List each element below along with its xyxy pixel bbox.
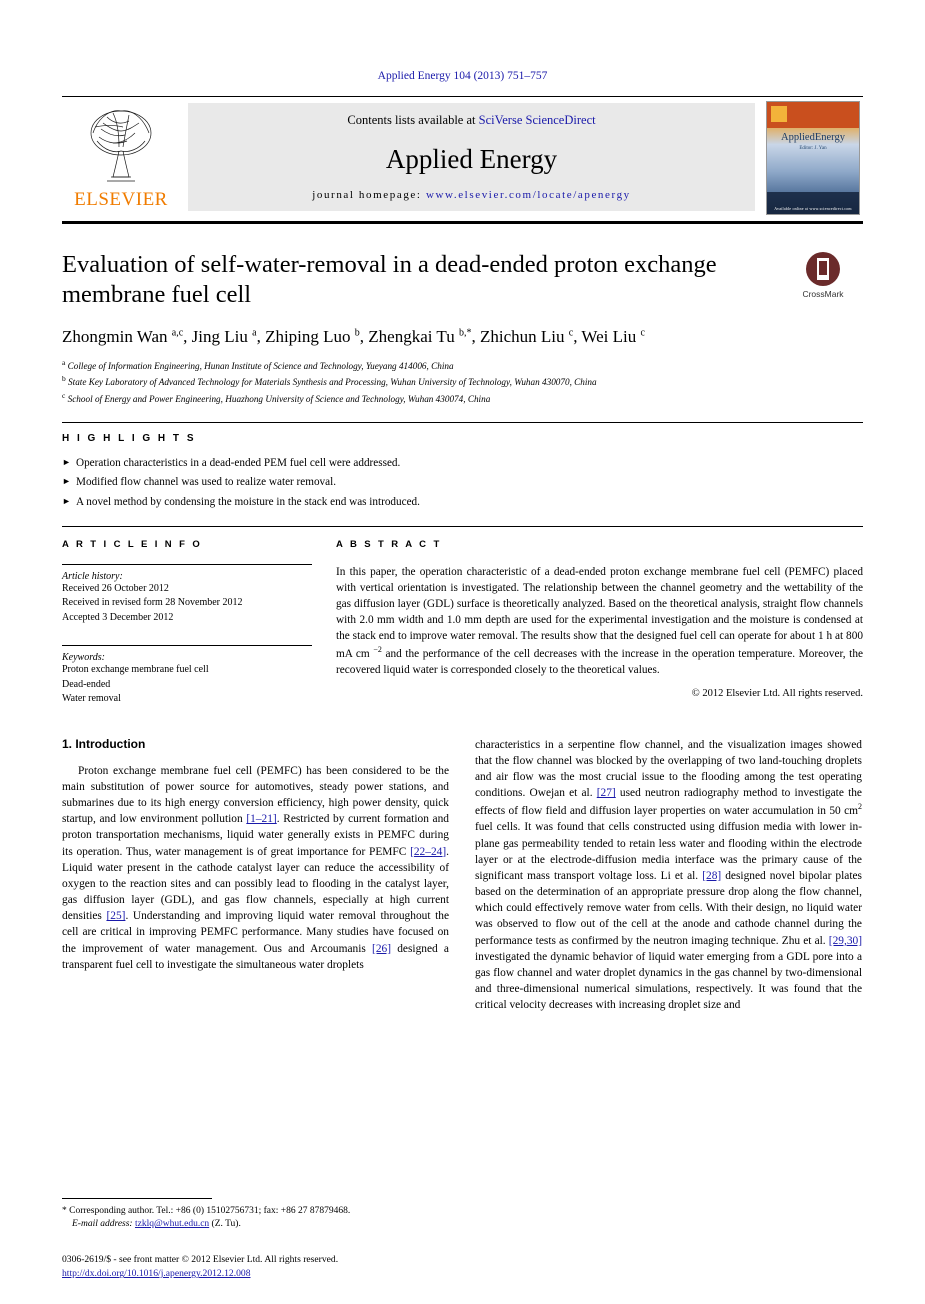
cover-title: AppliedEnergy [781, 132, 845, 143]
journal-cover-thumbnail [766, 101, 860, 215]
history-accepted: Accepted 3 December 2012 [62, 611, 174, 623]
email-link[interactable]: tzklq@whut.edu.cn [134, 1219, 210, 1230]
article-info-column [62, 539, 336, 707]
highlight-text: Modified flow channel was used to realize water removal. [76, 476, 337, 489]
paragraph-intro-left: Proton exchange membrane fuel cell (PEMFC) has been considered to be the main substitution of power source for automotives, steady power stations, and submarines due to its high energy conversion efficiency, high power density, quick startup, and low environment pollution [1–21]. Restricted by current formation and proton transportation mechanisms, liquid water generally exists in PEMFC during its operation. Thus, water management is of great importance for PEMFC [22–24]. Liquid water present in the cathode catalyst layer can reduce the accessibility of oxygen to the reaction sites and can possibly lead to flooding in the catalyst layer, gas diffusion layer (GDL), and gas flow channels, especially at high current densities [25]. Understanding and improving liquid water removal throughout the cell are critical in improving PEMFC performance. Many studies have focused on the improvement of water management. Ous and Arcoumanis [26] designed a transparent fuel cell to investigate the simultaneous water droplets [62, 764, 449, 971]
page-title: Evaluation of self-water-removal in a dead-ended proton exchange membrane fuel cell [62, 251, 717, 308]
history-revised: Received in revised form 28 November 2012 [62, 597, 243, 609]
email-label: E-mail address: [72, 1219, 133, 1230]
body-columns [62, 737, 863, 1014]
article-info-heading: A R T I C L E I N F O [62, 538, 203, 550]
email-suffix: (Z. Tu). [211, 1219, 241, 1230]
keywords-block [62, 645, 312, 707]
crossmark-badge[interactable] [783, 252, 863, 299]
footer-bar [62, 1253, 863, 1282]
divider [62, 564, 312, 565]
author-list: Zhongmin Wan $^{a,c}$, Jing Liu $^a$, Zhiping Luo $^b$, Zhengkai Tu $^{b,*}$, Zhichun Liu $^c$, Wei Liu $^c$ [62, 326, 645, 346]
bullet-arrow-icon: ► [62, 456, 71, 467]
contents-prefix: Contents lists available at [347, 113, 476, 127]
cover-subtitle: Editor: J. Yan [799, 146, 827, 151]
title-block [62, 250, 863, 406]
homepage-line [312, 189, 631, 201]
cover-top-bar [767, 102, 859, 128]
homepage-link[interactable]: www.elsevier.com/locate/apenergy [425, 189, 631, 201]
highlights-section [62, 433, 863, 510]
paragraph-intro-right: characteristics in a serpentine flow channel, and the visualization images showed that the flow channel was blocked by the overlapping of two land-touching droplets and air flow was the most crucial issue to the flooding among the test operating conditions. Owejan et al. [27] used neutron radiography method to investigate the effects of flow field and diffusion layer properties on water accumulation in 50 $cm^2$ fuel cells. It was found that cells constructed using diffusion media with lower in-plane gas permeability tended to retain less water and flooding within the electrode layer or at the electrode-diffusion media interface was the primary cause of the significant mass transport voltage loss. Li et al. [28] designed novel bipolar plates based on the determination of an appropriate pressure drop along the flow channel, which could effectively remove water from cells. With their design, no liquid water was observed to flow out of the cell at the anode and cathode channel during the performance tests as confirmed by the neutron imaging technique. Zhu et al. [29,30] investigated the dynamic behavior of liquid water emerging from a GDL pore into a gas flow channel and water droplet dynamics in the gas channel by two-dimensional and three-dimensional numerical simulations, respectively. It was found that the critical velocity decreases with increasing droplet size and [475, 738, 862, 1012]
abstract-text: In this paper, the operation characteristic of a dead-ended proton exchange membrane fuel cell (PEMFC) placed with vertical orientation is investigated. The relationship between the channel geometry and the wettability of the gas diffusion layer (GDL) surface is theoretically analyzed. Based on the theoretical analysis, straight flow channels with 2.0 mm width and 1.0 mm depth are used for the experimental investigation and the moisture is condensed at the stack end to improve water removal. The results show that the designed fuel cell can operate for about 1 h at 800 mA cm $^{-2}$ and the performance of the cell decreases with the increase in the operation temperature. Moreover, the recovered liquid water is corresponded closely to the theoretical values. [336, 565, 863, 676]
homepage-prefix: journal homepage: [312, 189, 422, 201]
keyword-item: Water removal [62, 693, 121, 705]
cover-footer-text: Available online at www.sciencedirect.com [774, 206, 852, 211]
section-title-introduction: 1. Introduction [62, 736, 146, 751]
footnote-rule [62, 1198, 212, 1199]
issn-copyright-line: 0306-2619/$ - see front matter © 2012 Elsevier Ltd. All rights reserved. [62, 1254, 339, 1265]
affiliation-a: $^a$ College of Information Engineering, Hunan Institute of Science and Technology, Yueyang 414006, China [62, 357, 454, 371]
elsevier-tree-icon [73, 103, 169, 185]
bullet-arrow-icon: ► [62, 496, 71, 507]
keywords-label: Keywords: [62, 652, 105, 664]
highlight-text: Operation characteristics in a dead-ended PEM fuel cell were addressed. [76, 456, 401, 469]
highlight-item [62, 456, 863, 471]
highlight-item [62, 495, 863, 510]
sciencedirect-link[interactable]: SciVerse ScienceDirect [478, 113, 596, 127]
highlights-rule [62, 422, 863, 423]
affiliations [62, 358, 863, 406]
masthead-center [188, 103, 755, 211]
info-abstract-section [62, 526, 863, 707]
crossmark-label: CrossMark [802, 289, 844, 299]
divider [62, 645, 312, 646]
journal-title: Applied Energy [385, 144, 558, 174]
history-received: Received 26 October 2012 [62, 582, 169, 594]
bullet-arrow-icon: ► [62, 476, 71, 487]
affiliation-b: $^b$ State Key Laboratory of Advanced Technology for Materials Synthesis and Processing, Wuhan University of Technology, Wuhan 430070, China [62, 374, 597, 388]
highlight-text: A novel method by condensing the moisture in the stack end was introduced. [76, 496, 420, 509]
elsevier-logo [62, 97, 180, 215]
abstract-column [336, 539, 863, 707]
footnote-block [62, 1198, 449, 1232]
affiliation-c: $^c$ School of Energy and Power Engineering, Huazhong University of Science and Technology, Wuhan 430074, China [62, 390, 491, 404]
contents-line [347, 113, 595, 128]
keyword-item: Dead-ended [62, 678, 111, 690]
corresponding-author-note: * Corresponding author. Tel.: +86 (0) 15102756731; fax: +86 27 87879468. [62, 1206, 351, 1216]
body-column-left [62, 737, 449, 1014]
masthead-rule [62, 221, 863, 224]
journal-masthead [62, 96, 863, 215]
highlight-item [62, 475, 863, 490]
history-label: Article history: [62, 570, 123, 582]
abstract-heading: A B S T R A C T [336, 538, 442, 550]
doi-link[interactable]: http://dx.doi.org/10.1016/j.apenergy.2012.12.008 [62, 1268, 251, 1280]
highlights-heading: H I G H L I G H T S [62, 432, 196, 444]
elsevier-wordmark: ELSEVIER [74, 189, 168, 210]
keyword-item: Proton exchange membrane fuel cell [62, 664, 209, 676]
body-column-right [475, 737, 862, 1014]
page [0, 70, 925, 1304]
abstract-copyright: © 2012 Elsevier Ltd. All rights reserved. [691, 687, 863, 699]
journal-reference: Applied Energy 104 (2013) 751–757 [377, 70, 548, 82]
crossmark-icon [806, 252, 840, 286]
email-note [72, 1218, 449, 1231]
